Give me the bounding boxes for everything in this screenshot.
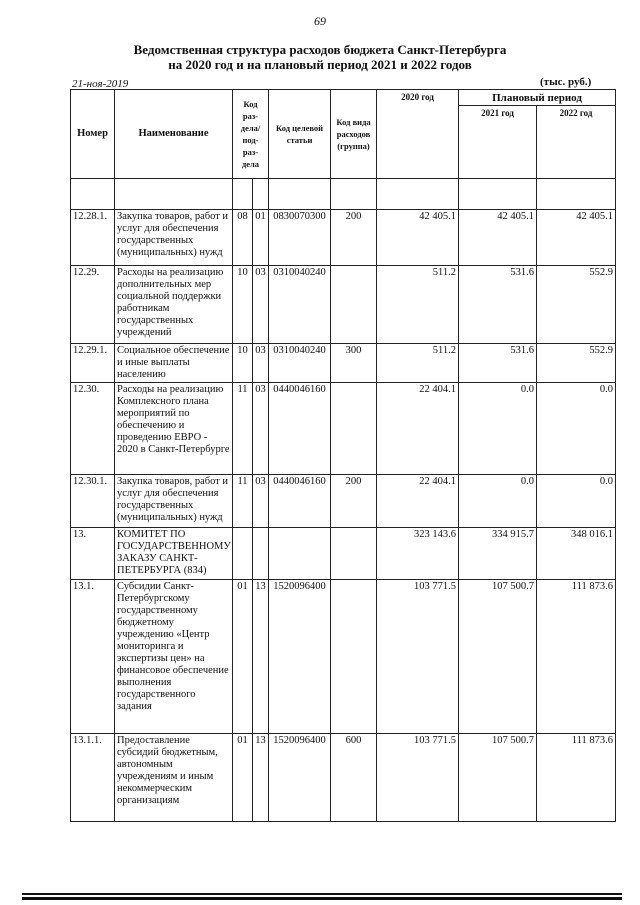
- table-row: [71, 580, 616, 734]
- row-2020: 103 771.5: [377, 580, 459, 734]
- row-number: 12.30.: [71, 383, 115, 475]
- row-subsection: 13: [253, 580, 269, 734]
- row-target: 0310040240: [269, 266, 331, 344]
- row-target: 0440046160: [269, 383, 331, 475]
- units-label: (тыс. руб.): [540, 76, 592, 88]
- row-2021: 0.0: [459, 475, 537, 528]
- row-2022: 552.9: [537, 344, 616, 383]
- row-name: Закупка товаров, работ и услуг для обеспечения государственных (муниципальных) нужд: [115, 210, 233, 266]
- row-subsection: 01: [253, 210, 269, 266]
- table-row: [71, 383, 616, 475]
- row-section: 10: [233, 344, 253, 383]
- row-subsection: 03: [253, 475, 269, 528]
- header-section-code: Код раз- дела/ под- раз- дела: [233, 90, 269, 179]
- row-2022: 348 016.1: [537, 528, 616, 580]
- budget-table: [70, 89, 616, 822]
- row-2020: 323 143.6: [377, 528, 459, 580]
- row-2021: 334 915.7: [459, 528, 537, 580]
- header-2020: 2020 год: [377, 90, 459, 179]
- title-line-2: на 2020 год и на плановый период 2021 и 2022 годов: [168, 57, 472, 72]
- row-vid: [331, 528, 377, 580]
- row-vid: [331, 266, 377, 344]
- row-section: 10: [233, 266, 253, 344]
- table-row: [71, 528, 616, 580]
- row-vid: 300: [331, 344, 377, 383]
- header-vid-code: Код вида расходов (группа): [331, 90, 377, 179]
- header-name: Наименование: [115, 90, 233, 179]
- row-2022: 111 873.6: [537, 580, 616, 734]
- row-name: Расходы на реализацию дополнительных мер социальной поддержки работникам государственных учреждений: [115, 266, 233, 344]
- bottom-rule: [22, 893, 622, 895]
- row-subsection: 13: [253, 734, 269, 822]
- row-2020: 22 404.1: [377, 475, 459, 528]
- row-target: 0830070300: [269, 210, 331, 266]
- row-2022: 0.0: [537, 383, 616, 475]
- row-subsection: 03: [253, 383, 269, 475]
- row-vid: [331, 580, 377, 734]
- row-2020: 511.2: [377, 344, 459, 383]
- row-number: 12.29.: [71, 266, 115, 344]
- row-number: 12.30.1.: [71, 475, 115, 528]
- table-row: [71, 734, 616, 822]
- row-vid: [331, 383, 377, 475]
- row-2021: 531.6: [459, 266, 537, 344]
- header-target-code: Код целевой статьи: [269, 90, 331, 179]
- row-section: 11: [233, 475, 253, 528]
- row-2020: 511.2: [377, 266, 459, 344]
- row-target: 0310040240: [269, 344, 331, 383]
- row-2022: 42 405.1: [537, 210, 616, 266]
- row-subsection: [253, 528, 269, 580]
- row-number: 13.1.1.: [71, 734, 115, 822]
- row-name: Закупка товаров, работ и услуг для обеспечения государственных (муниципальных) нужд: [115, 475, 233, 528]
- row-name: Предоставление субсидий бюджетным, автономным учреждениям и иным некоммерческим организациям: [115, 734, 233, 822]
- row-2020: 103 771.5: [377, 734, 459, 822]
- table-row: [71, 344, 616, 383]
- row-target: 1520096400: [269, 734, 331, 822]
- row-2021: 107 500.7: [459, 734, 537, 822]
- table-row: [71, 210, 616, 266]
- row-number: 13.: [71, 528, 115, 580]
- row-target: [269, 528, 331, 580]
- row-name: Субсидии Санкт-Петербургскому государственному бюджетному учреждению «Центр мониторинга и экспертизы цен» на финансовое обеспечение выполнения государственного задания: [115, 580, 233, 734]
- row-2021: 42 405.1: [459, 210, 537, 266]
- row-number: 12.28.1.: [71, 210, 115, 266]
- row-2020: 42 405.1: [377, 210, 459, 266]
- row-subsection: 03: [253, 344, 269, 383]
- row-2021: 107 500.7: [459, 580, 537, 734]
- row-target: 0440046160: [269, 475, 331, 528]
- row-2022: 111 873.6: [537, 734, 616, 822]
- row-section: 01: [233, 580, 253, 734]
- row-subsection: 03: [253, 266, 269, 344]
- row-2022: 0.0: [537, 475, 616, 528]
- table-row: [71, 266, 616, 344]
- row-section: [233, 528, 253, 580]
- row-2021: 0.0: [459, 383, 537, 475]
- row-number: 13.1.: [71, 580, 115, 734]
- document-title: [20, 42, 620, 72]
- row-2020: 22 404.1: [377, 383, 459, 475]
- row-name: Социальное обеспечение и иные выплаты населению: [115, 344, 233, 383]
- row-vid: 600: [331, 734, 377, 822]
- row-name: КОМИТЕТ ПО ГОСУДАРСТВЕННОМУ ЗАКАЗУ САНКТ-ПЕТЕРБУРГА (834): [115, 528, 233, 580]
- row-vid: 200: [331, 210, 377, 266]
- header-2022: 2022 год: [537, 106, 616, 179]
- header-planned-period: Плановый период: [459, 90, 616, 106]
- row-name: Расходы на реализацию Комплексного плана мероприятий по обеспечению и проведению ЕВРО - 2020 в Санкт-Петербурге: [115, 383, 233, 475]
- title-line-1: Ведомственная структура расходов бюджета Санкт-Петербурга: [133, 42, 507, 57]
- row-section: 01: [233, 734, 253, 822]
- row-2022: 552.9: [537, 266, 616, 344]
- row-vid: 200: [331, 475, 377, 528]
- spacer-row: [71, 179, 616, 210]
- header-number: Номер: [71, 90, 115, 179]
- document-date: 21-ноя-2019: [72, 78, 129, 90]
- page-number: 69: [314, 14, 326, 28]
- row-target: 1520096400: [269, 580, 331, 734]
- row-section: 11: [233, 383, 253, 475]
- header-2021: 2021 год: [459, 106, 537, 179]
- row-number: 12.29.1.: [71, 344, 115, 383]
- row-section: 08: [233, 210, 253, 266]
- bottom-rule-thick: [22, 897, 622, 900]
- row-2021: 531.6: [459, 344, 537, 383]
- table-row: [71, 475, 616, 528]
